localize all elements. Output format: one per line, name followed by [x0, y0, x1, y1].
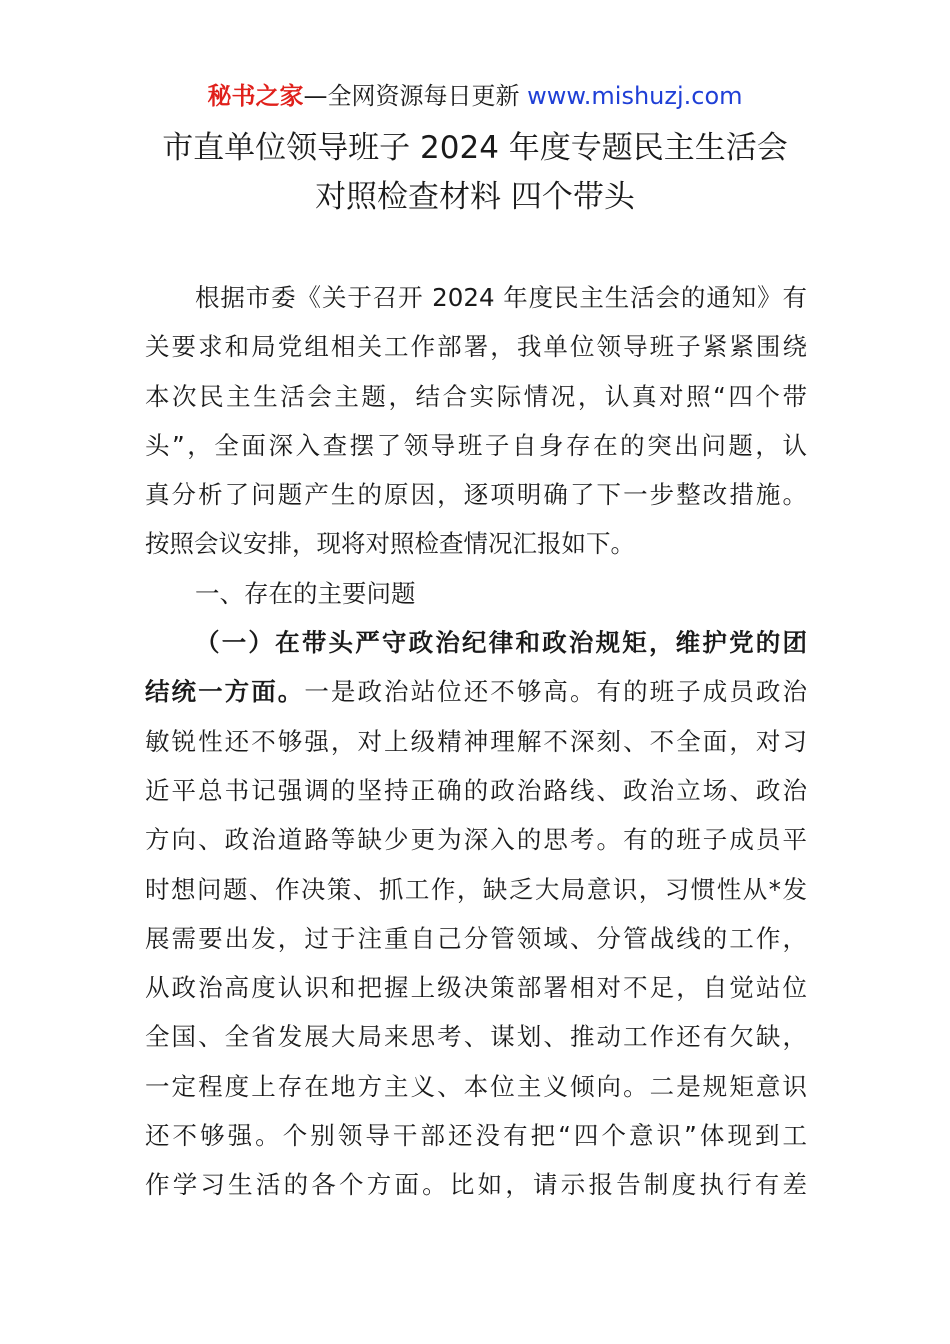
paragraph-line: 根据市委《关于召开 2024 年度民主生活会的通知》有: [195, 283, 807, 312]
paragraph-line: 近平总书记强调的坚持正确的政治路线、政治立场、政治: [145, 775, 807, 805]
paragraph-line: 按照会议安排，现将对照检查情况汇报如下。: [145, 529, 635, 559]
website-link[interactable]: www.mishuzj.com: [527, 82, 743, 110]
paragraph-line: 本次民主生活会主题，结合实际情况，认真对照“四个带: [145, 381, 807, 411]
brand-name: 秘书之家: [207, 82, 304, 110]
paragraph-line: 从政治高度认识和把握上级决策部署相对不足，自觉站位: [145, 973, 807, 1003]
paragraph-line: 关要求和局党组相关工作部署，我单位领导班子紧紧围绕: [145, 332, 807, 362]
document-body: [145, 273, 807, 1210]
section-heading: 一、存在的主要问题: [195, 578, 416, 608]
paragraph-line: 一定程度上存在地方主义、本位主义倾向。二是规矩意识: [145, 1071, 807, 1101]
paragraph-line: 作学习生活的各个方面。比如，请示报告制度执行有差: [145, 1170, 807, 1200]
paragraph-line: 全国、全省发展大局来思考、谋划、推动工作还有欠缺，: [145, 1022, 807, 1052]
paragraph-line: 时想问题、作决策、抓工作，缺乏大局意识，习惯性从*发: [145, 874, 807, 904]
site-header: [0, 78, 950, 114]
document-title-line-2: 对照检查材料 四个带头: [315, 179, 635, 215]
paragraph-line: 敏锐性还不够强，对上级精神理解不深刻、不全面，对习: [145, 726, 807, 756]
document-title-line-1: 市直单位领导班子 2024 年度专题民主生活会: [162, 130, 788, 166]
paragraph-line: 头”，全面深入查摆了领导班子自身存在的突出问题，认: [145, 430, 807, 460]
paragraph-line: 真分析了问题产生的原因，逐项明确了下一步整改措施。: [145, 480, 807, 510]
subsection-heading-end: 结统一方面。: [145, 677, 305, 707]
paragraph-line: 展需要出发，过于注重自己分管领域、分管战线的工作，: [145, 923, 807, 953]
header-tagline: —全网资源每日更新: [303, 82, 528, 110]
paragraph-line: 还不够强。个别领导干部还没有把“四个意识”体现到工: [145, 1121, 807, 1151]
subsection-heading: （一）在带头严守政治纪律和政治规矩，维护党的团: [195, 628, 807, 658]
paragraph-text: 一是政治站位还不够高。有的班子成员政治: [304, 677, 807, 707]
paragraph-line: [145, 667, 807, 716]
paragraph-line: 方向、政治道路等缺少更为深入的思考。有的班子成员平: [145, 825, 807, 855]
